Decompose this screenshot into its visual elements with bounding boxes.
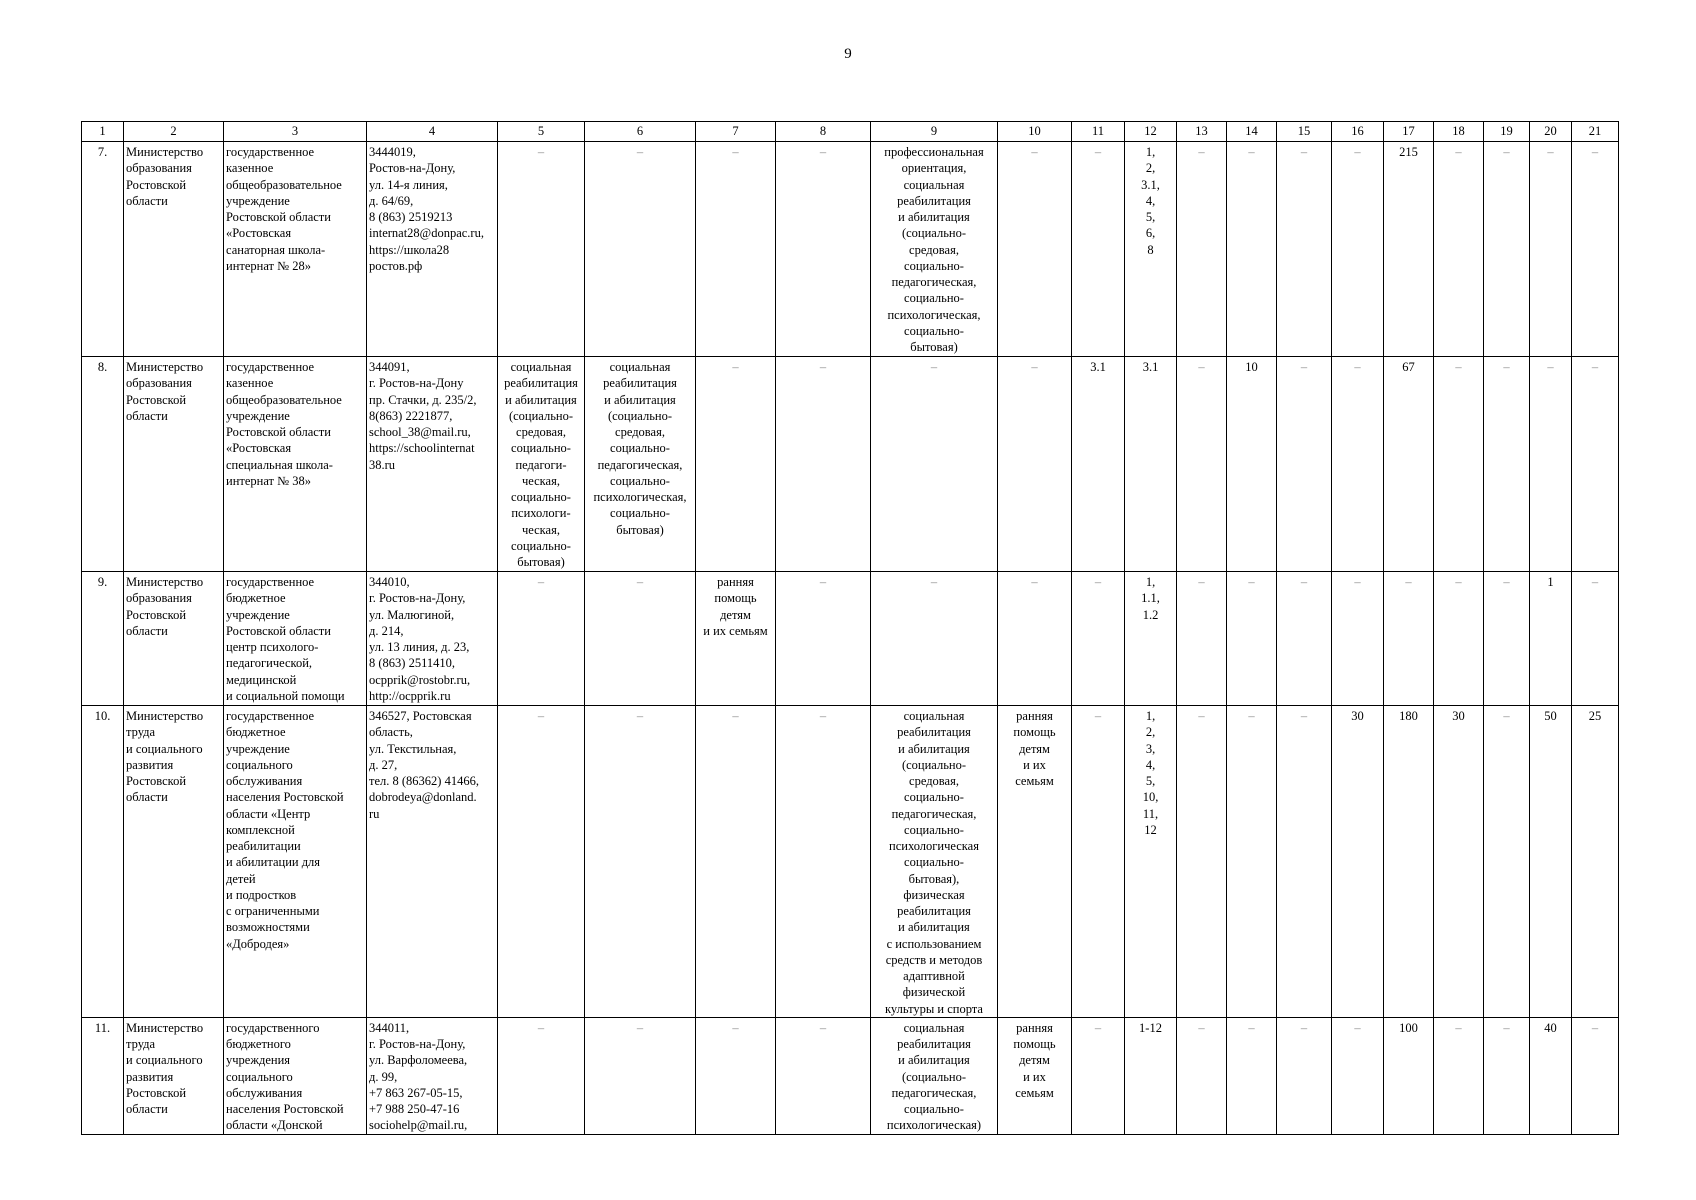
column-header: 15: [1277, 122, 1332, 142]
column-header: 7: [696, 122, 776, 142]
table-cell: –: [1177, 572, 1227, 706]
table-cell: ранняя помощь детям и их семьям: [998, 706, 1072, 1018]
table-cell: –: [1177, 142, 1227, 357]
table-cell: 50: [1530, 706, 1572, 1018]
table-cell: –: [1227, 1017, 1277, 1134]
table-cell: –: [1277, 1017, 1332, 1134]
column-header: 5: [498, 122, 585, 142]
table-cell: 1, 2, 3, 4, 5, 10, 11, 12: [1125, 706, 1177, 1018]
page-number: 9: [844, 46, 852, 62]
address-contacts-cell: 344091, г. Ростов-на-Дону пр. Стачки, д. 235/2, 8(863) 2221877, school_38@mail.ru, https://schoolinternat 38.ru: [367, 357, 498, 572]
table-cell: –: [1072, 706, 1125, 1018]
table-cell: –: [1072, 572, 1125, 706]
table-cell: –: [998, 572, 1072, 706]
table-cell: –: [1572, 142, 1619, 357]
column-header: 10: [998, 122, 1072, 142]
table-cell: –: [1384, 572, 1434, 706]
address-contacts-cell: 344011, г. Ростов-на-Дону, ул. Варфоломеева, д. 99, +7 863 267-05-15, +7 988 250-47-16 sociohelp@mail.ru,: [367, 1017, 498, 1134]
table-cell: –: [498, 142, 585, 357]
column-header: 2: [124, 122, 224, 142]
table-cell: –: [585, 142, 696, 357]
table-cell: ранняя помощь детям и их семьям: [696, 572, 776, 706]
table-cell: 1, 1.1, 1.2: [1125, 572, 1177, 706]
table-cell: –: [776, 142, 871, 357]
table-cell: –: [585, 1017, 696, 1134]
table-cell: –: [776, 706, 871, 1018]
table-cell: 40: [1530, 1017, 1572, 1134]
table-cell: –: [696, 1017, 776, 1134]
row-number: 9.: [82, 572, 124, 706]
table-cell: –: [871, 357, 998, 572]
table-cell: 3.1: [1072, 357, 1125, 572]
column-header: 18: [1434, 122, 1484, 142]
column-header: 11: [1072, 122, 1125, 142]
header-row: [82, 122, 1619, 142]
table-cell: –: [1572, 1017, 1619, 1134]
organization-name-cell: государственное казенное общеобразовательное учреждение Ростовской области «Ростовская специальная школа- интернат № 38»: [224, 357, 367, 572]
address-contacts-cell: 344010, г. Ростов-на-Дону, ул. Малюгиной, д. 214, ул. 13 линия, д. 23, 8 (863) 2511410, ocpprik@rostobr.ru, http://ocpprik.ru: [367, 572, 498, 706]
table-cell: –: [1484, 706, 1530, 1018]
table-cell: –: [1484, 572, 1530, 706]
table-row: [82, 706, 1619, 1018]
registry-table: [81, 121, 1619, 1135]
column-header: 6: [585, 122, 696, 142]
ministry-cell: Министерство образования Ростовской области: [124, 572, 224, 706]
table-cell: –: [776, 572, 871, 706]
table-cell: ранняя помощь детям и их семьям: [998, 1017, 1072, 1134]
table-cell: 10: [1227, 357, 1277, 572]
table-cell: –: [1434, 1017, 1484, 1134]
table-cell: –: [1530, 357, 1572, 572]
table-cell: социальная реабилитация и абилитация (социально- педагогическая, социально- психологическая): [871, 1017, 998, 1134]
address-contacts-cell: 3444019, Ростов-на-Дону, ул. 14-я линия, д. 64/69, 8 (863) 2519213 internat28@donpac.ru, https://школа28 ростов.рф: [367, 142, 498, 357]
table-cell: –: [1277, 572, 1332, 706]
table-row: [82, 357, 1619, 572]
table-cell: –: [1484, 142, 1530, 357]
table-cell: –: [696, 142, 776, 357]
table-cell: –: [1227, 142, 1277, 357]
table-cell: 3.1: [1125, 357, 1177, 572]
table-cell: –: [1332, 572, 1384, 706]
table-cell: –: [498, 1017, 585, 1134]
row-number: 11.: [82, 1017, 124, 1134]
table-cell: социальная реабилитация и абилитация (социально- средовая, социально- педагогическая, социально- психологическая, социально- бытовая): [585, 357, 696, 572]
organization-name-cell: государственное казенное общеобразовательное учреждение Ростовской области «Ростовская санаторная школа- интернат № 28»: [224, 142, 367, 357]
ministry-cell: Министерство труда и социального развития Ростовской области: [124, 706, 224, 1018]
column-header: 4: [367, 122, 498, 142]
row-number: 10.: [82, 706, 124, 1018]
table-cell: –: [1434, 142, 1484, 357]
table-cell: –: [1177, 706, 1227, 1018]
column-header: 16: [1332, 122, 1384, 142]
table-cell: –: [776, 357, 871, 572]
table-cell: 100: [1384, 1017, 1434, 1134]
column-header: 19: [1484, 122, 1530, 142]
table-cell: –: [1177, 357, 1227, 572]
ministry-cell: Министерство образования Ростовской области: [124, 357, 224, 572]
address-contacts-cell: 346527, Ростовская область, ул. Текстильная, д. 27, тел. 8 (86362) 41466, dobrodeya@donland. ru: [367, 706, 498, 1018]
organization-name-cell: государственное бюджетное учреждение Ростовской области центр психолого- педагогической, медицинской и социальной помощи: [224, 572, 367, 706]
table-cell: –: [1227, 706, 1277, 1018]
table-cell: –: [696, 706, 776, 1018]
column-header: 20: [1530, 122, 1572, 142]
table-cell: 67: [1384, 357, 1434, 572]
table-cell: 25: [1572, 706, 1619, 1018]
table-cell: –: [1332, 142, 1384, 357]
table-cell: –: [585, 706, 696, 1018]
table-cell: социальная реабилитация и абилитация (социально- средовая, социально- педагоги- ческая, социально- психологи- ческая, социально- бытовая): [498, 357, 585, 572]
table-cell: 30: [1332, 706, 1384, 1018]
table-cell: –: [1277, 142, 1332, 357]
column-header: 1: [82, 122, 124, 142]
table-cell: –: [498, 706, 585, 1018]
table-cell: –: [998, 142, 1072, 357]
table-cell: –: [1072, 1017, 1125, 1134]
table-cell: 215: [1384, 142, 1434, 357]
table-cell: –: [585, 572, 696, 706]
table-cell: –: [1484, 357, 1530, 572]
row-number: 7.: [82, 142, 124, 357]
column-header: 3: [224, 122, 367, 142]
table-cell: –: [1227, 572, 1277, 706]
table-row: [82, 572, 1619, 706]
table-cell: –: [998, 357, 1072, 572]
column-header: 13: [1177, 122, 1227, 142]
table-cell: –: [776, 1017, 871, 1134]
organization-name-cell: государственное бюджетное учреждение социального обслуживания населения Ростовской области «Центр комплексной реабилитации и абилитации для детей и подростков с ограниченными возможностями «Добродея»: [224, 706, 367, 1018]
table-cell: –: [871, 572, 998, 706]
table-cell: 1, 2, 3.1, 4, 5, 6, 8: [1125, 142, 1177, 357]
table-cell: 30: [1434, 706, 1484, 1018]
table-cell: 1-12: [1125, 1017, 1177, 1134]
table-row: [82, 142, 1619, 357]
table-cell: –: [1434, 357, 1484, 572]
column-header: 8: [776, 122, 871, 142]
column-header: 17: [1384, 122, 1434, 142]
table-cell: –: [1572, 572, 1619, 706]
column-header: 9: [871, 122, 998, 142]
organization-name-cell: государственного бюджетного учреждения социального обслуживания населения Ростовской области «Донской: [224, 1017, 367, 1134]
table-cell: 1: [1530, 572, 1572, 706]
table-cell: –: [1277, 357, 1332, 572]
ministry-cell: Министерство образования Ростовской области: [124, 142, 224, 357]
table-cell: –: [1277, 706, 1332, 1018]
table-cell: –: [498, 572, 585, 706]
table-cell: –: [1332, 1017, 1384, 1134]
table-cell: –: [1072, 142, 1125, 357]
row-number: 8.: [82, 357, 124, 572]
table-cell: –: [1572, 357, 1619, 572]
table-cell: –: [1530, 142, 1572, 357]
ministry-cell: Министерство труда и социального развития Ростовской области: [124, 1017, 224, 1134]
table-cell: социальная реабилитация и абилитация (социально- средовая, социально- педагогическая, социально- психологическая социально- бытовая), физическая реабилитация и абилитация с использованием средств и методов адаптивной физической культуры и спорта: [871, 706, 998, 1018]
table-cell: –: [1332, 357, 1384, 572]
table-cell: –: [696, 357, 776, 572]
table-cell: профессиональная ориентация, социальная реабилитация и абилитация (социально- средовая, социально- педагогическая, социально- психологическая, социально- бытовая): [871, 142, 998, 357]
table-cell: –: [1177, 1017, 1227, 1134]
table-row: [82, 1017, 1619, 1134]
column-header: 14: [1227, 122, 1277, 142]
column-header: 12: [1125, 122, 1177, 142]
table-cell: –: [1434, 572, 1484, 706]
column-header: 21: [1572, 122, 1619, 142]
table-cell: –: [1484, 1017, 1530, 1134]
table-cell: 180: [1384, 706, 1434, 1018]
